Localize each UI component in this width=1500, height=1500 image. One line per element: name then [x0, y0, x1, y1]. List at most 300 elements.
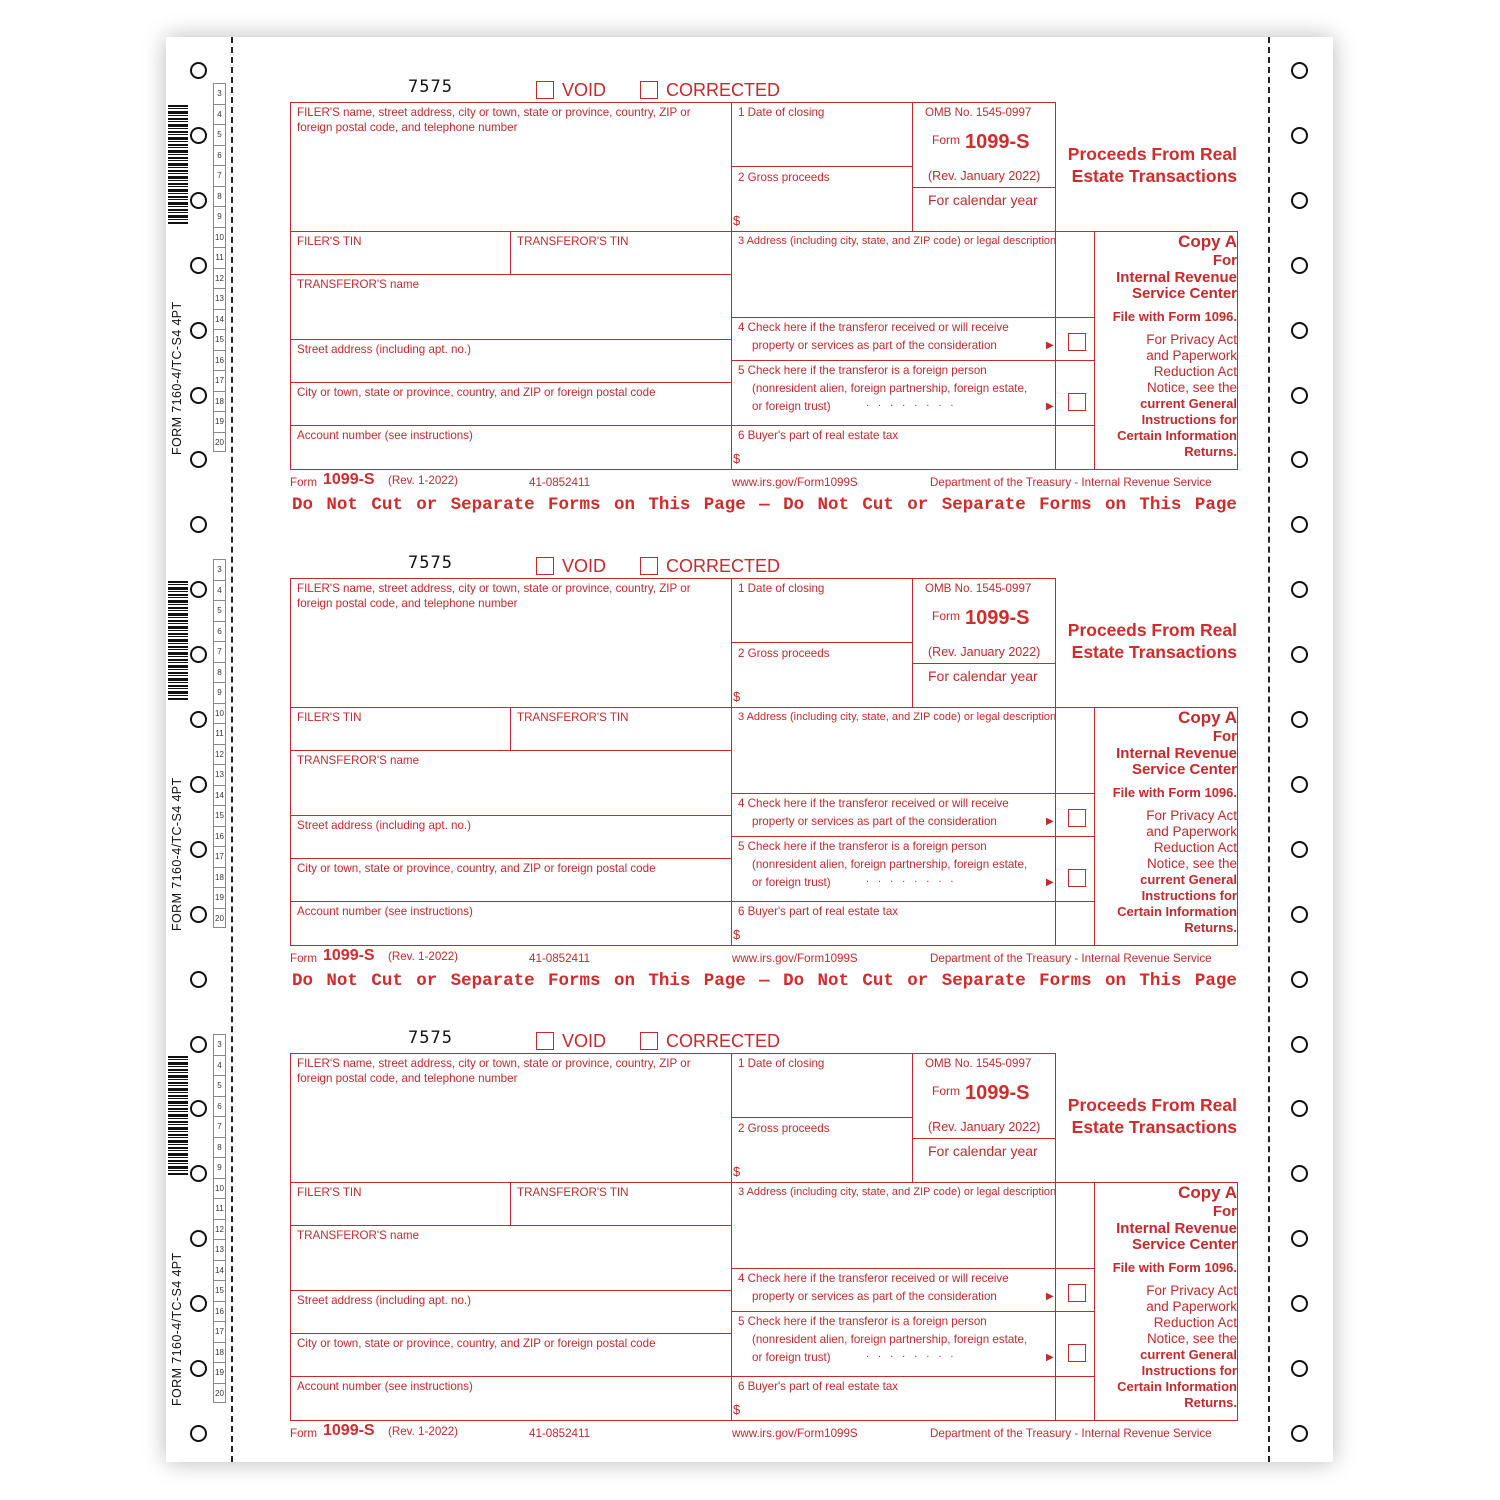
box1-divider: [731, 166, 912, 167]
leader-dots: ........: [866, 397, 963, 409]
box4-checkbox[interactable]: [1068, 1284, 1086, 1302]
do-not-cut-word: or: [907, 971, 929, 991]
do-not-cut-word: Page: [703, 971, 746, 991]
copy-irs1: Internal Revenue: [1116, 269, 1237, 286]
line-number: 20: [213, 908, 226, 929]
tin-divider: [510, 1182, 511, 1225]
tin-divider: [510, 707, 511, 750]
transferor-name-label: TRANSFEROR'S name: [297, 1229, 420, 1242]
filer-name-label: FILER'S name, street address, city or town, state or province, country, ZIP or foreign postal code, and telephone number: [297, 1057, 691, 1085]
footer-url: www.irs.gov/Form1099S: [732, 476, 858, 489]
line-number: 12: [213, 1219, 226, 1240]
box4-arrow-icon: ▶: [1046, 1291, 1054, 1302]
do-not-cut-word: Do: [292, 971, 314, 991]
file-with: File with Form 1096.: [1112, 309, 1237, 324]
do-not-cut-word: on: [1105, 971, 1127, 991]
line-number: 11: [213, 247, 226, 268]
line-number: 11: [213, 723, 226, 744]
box1-divider: [731, 642, 912, 643]
leader-dots: ........: [866, 873, 963, 885]
footer-cat-number: 41-0852411: [529, 952, 591, 965]
footer-form-number: 1099-S: [323, 1422, 375, 1439]
form-code: 7575: [408, 553, 453, 573]
center-divider: [731, 102, 732, 470]
line-number: 18: [213, 391, 226, 412]
do-not-cut-word: or: [416, 971, 438, 991]
box5-line2: (nonresident alien, foreign partnership, foreign estate,: [752, 1333, 1028, 1346]
privacy-1: For Privacy Act: [1146, 332, 1237, 347]
do-not-cut-word: —: [759, 971, 770, 991]
footer-form-number: 1099-S: [323, 471, 375, 488]
privacy-5: current General: [1140, 872, 1237, 887]
line-number: 9: [213, 1157, 226, 1178]
city-bottom: [290, 425, 1094, 426]
box4-line2: property or services as part of the consideration: [752, 815, 997, 828]
line-number: 15: [213, 805, 226, 826]
rev-divider: [912, 187, 1056, 188]
do-not-cut-word: Cut: [371, 495, 403, 515]
omb-divider: [912, 1053, 913, 1182]
box5-line3: or foreign trust): [752, 400, 831, 413]
transferor-tin-label: TRANSFEROR'S TIN: [517, 235, 629, 248]
do-not-cut-word: or: [907, 495, 929, 515]
box3-label: 3 Address (including city, state, and ZIP code) or legal description: [738, 711, 1057, 723]
account-label: Account number (see instructions): [297, 1380, 473, 1393]
box3-bottom: [731, 317, 1094, 318]
do-not-cut-word: Cut: [862, 971, 894, 991]
title-line1: Proceeds From Real: [1067, 1095, 1237, 1115]
privacy-2: and Paperwork: [1146, 824, 1237, 839]
corrected-label: CORRECTED: [666, 1031, 781, 1051]
box5-line2: (nonresident alien, foreign partnership, foreign estate,: [752, 858, 1028, 871]
name-bottom: [290, 1290, 731, 1291]
box5-line1: 5 Check here if the transferor is a foreign person: [738, 1315, 987, 1328]
line-number: 15: [213, 329, 226, 350]
omb-divider: [912, 578, 913, 707]
rev-divider: [912, 1138, 1056, 1139]
box4-arrow-icon: ▶: [1046, 340, 1054, 351]
do-not-cut-word: This: [1139, 971, 1182, 991]
privacy-3: Reduction Act: [1153, 840, 1237, 855]
footer-form-word: Form: [290, 952, 318, 965]
transferor-tin-label: TRANSFEROR'S TIN: [517, 711, 629, 724]
privacy-4: Notice, see the: [1146, 380, 1237, 395]
box1-label: 1 Date of closing: [738, 1057, 825, 1070]
calendar-year: For calendar year: [928, 668, 1038, 684]
city-label: City or town, state or province, country, and ZIP or foreign postal code: [297, 1337, 656, 1350]
privacy-7: Certain Information: [1117, 904, 1237, 919]
name-bottom: [290, 815, 731, 816]
void-checkbox[interactable]: [536, 81, 554, 99]
box3-label: 3 Address (including city, state, and ZIP code) or legal description: [738, 1186, 1057, 1198]
omb-divider: [912, 102, 913, 231]
box1-divider: [731, 1117, 912, 1118]
filer-name-label: FILER'S name, street address, city or town, state or province, country, ZIP or foreign postal code, and telephone number: [297, 582, 691, 610]
line-number: 5: [213, 600, 226, 621]
tin-bottom: [290, 1225, 731, 1226]
void-checkbox[interactable]: [536, 1032, 554, 1050]
line-number: 10: [213, 1178, 226, 1199]
do-not-cut-word: or: [416, 495, 438, 515]
box2-dollar: $: [733, 689, 741, 704]
street-label: Street address (including apt. no.): [297, 343, 472, 356]
line-number: 9: [213, 206, 226, 227]
line-number: 7: [213, 1116, 226, 1137]
do-not-cut-word: Forms: [548, 971, 601, 991]
box4-line1: 4 Check here if the transferor received or will receive: [738, 321, 1009, 334]
form-1099s: [166, 988, 1333, 1462]
omb-number: OMB No. 1545-0997: [925, 106, 1032, 119]
line-number: 12: [213, 268, 226, 289]
box5-checkbox[interactable]: [1068, 1344, 1086, 1362]
copy-irs1: Internal Revenue: [1116, 745, 1237, 762]
line-number-column: [213, 1034, 226, 1403]
street-bottom: [290, 858, 731, 859]
box4-line2: property or services as part of the consideration: [752, 339, 997, 352]
line-number: 6: [213, 145, 226, 166]
do-not-cut-word: on: [1105, 495, 1127, 515]
line-number: 8: [213, 662, 226, 683]
side-form-label: FORM 7160-4/TC-S4 4PT: [170, 777, 184, 931]
line-number: 10: [213, 227, 226, 248]
filer-tin-label: FILER'S TIN: [297, 235, 362, 248]
revision: (Rev. January 2022): [928, 645, 1041, 659]
line-number: 8: [213, 186, 226, 207]
privacy-7: Certain Information: [1117, 428, 1237, 443]
box4-checkbox[interactable]: [1068, 333, 1086, 351]
copy-irs2: Service Center: [1131, 1236, 1237, 1253]
do-not-cut-word: Separate: [941, 971, 1026, 991]
form-1099s: [166, 37, 1333, 513]
do-not-cut-word: Separate: [941, 495, 1026, 515]
line-number: 15: [213, 1280, 226, 1301]
line-number: 19: [213, 411, 226, 432]
form-word: Form: [932, 609, 960, 623]
box5-checkbox[interactable]: [1068, 393, 1086, 411]
privacy-8: Returns.: [1184, 920, 1237, 935]
line-number: 17: [213, 1321, 226, 1342]
form-1099s: [166, 513, 1333, 989]
calendar-year: For calendar year: [928, 1143, 1038, 1159]
center-divider: [731, 578, 732, 946]
privacy-1: For Privacy Act: [1146, 808, 1237, 823]
title-line1: Proceeds From Real: [1067, 620, 1237, 640]
box2-label: 2 Gross proceeds: [738, 647, 830, 660]
privacy-8: Returns.: [1184, 1395, 1237, 1410]
line-number: 17: [213, 370, 226, 391]
leader-dots: ........: [866, 1348, 963, 1360]
line-number: 20: [213, 432, 226, 453]
side-form-label: FORM 7160-4/TC-S4 4PT: [170, 1252, 184, 1406]
rev-divider: [912, 663, 1056, 664]
line-number: 14: [213, 309, 226, 330]
side-form-label: FORM 7160-4/TC-S4 4PT: [170, 301, 184, 455]
privacy-3: Reduction Act: [1153, 1315, 1237, 1330]
barcode: [168, 105, 188, 225]
line-number: 12: [213, 744, 226, 765]
footer-cat-number: 41-0852411: [529, 476, 591, 489]
do-not-cut-word: Not: [817, 495, 849, 515]
barcode: [168, 1056, 188, 1176]
footer-revision: (Rev. 1-2022): [388, 950, 459, 963]
line-number: 3: [213, 559, 226, 580]
box5-arrow-icon: ▶: [1046, 877, 1054, 888]
line-number: 13: [213, 1239, 226, 1260]
name-bottom: [290, 339, 731, 340]
line-number: 18: [213, 1342, 226, 1363]
do-not-cut-word: on: [613, 495, 635, 515]
line-number: 16: [213, 826, 226, 847]
line-number: 3: [213, 83, 226, 104]
box6-dollar: $: [733, 927, 741, 942]
line-number: 7: [213, 165, 226, 186]
line-number: 19: [213, 1362, 226, 1383]
box5-line2: (nonresident alien, foreign partnership, foreign estate,: [752, 382, 1028, 395]
line-number-column: [213, 559, 226, 928]
footer-department: Department of the Treasury - Internal Revenue Service: [930, 476, 1212, 489]
revision: (Rev. January 2022): [928, 169, 1041, 183]
do-not-cut-word: Page: [703, 495, 746, 515]
line-number: 14: [213, 1260, 226, 1281]
copy-a-label: Copy A: [1178, 1183, 1237, 1202]
copy-for: For: [1212, 1203, 1237, 1220]
title-line2: Estate Transactions: [1071, 1117, 1237, 1137]
box4-bottom: [731, 1311, 1094, 1312]
box4-bottom: [731, 836, 1094, 837]
form-number: 1099-S: [965, 131, 1030, 153]
line-number: 19: [213, 887, 226, 908]
void-label: VOID: [562, 556, 607, 576]
footer-revision: (Rev. 1-2022): [388, 1425, 459, 1438]
tin-divider: [510, 231, 511, 274]
city-bottom: [290, 1376, 1094, 1377]
box2-label: 2 Gross proceeds: [738, 1122, 830, 1135]
do-not-cut-word: Forms: [548, 495, 601, 515]
box6-label: 6 Buyer's part of real estate tax: [738, 429, 899, 442]
filer-tin-label: FILER'S TIN: [297, 1186, 362, 1199]
city-label: City or town, state or province, country, and ZIP or foreign postal code: [297, 862, 656, 875]
copy-a-label: Copy A: [1178, 232, 1237, 251]
line-number: 4: [213, 580, 226, 601]
transferor-name-label: TRANSFEROR'S name: [297, 278, 420, 291]
omb-number: OMB No. 1545-0997: [925, 582, 1032, 595]
form-number: 1099-S: [965, 1082, 1030, 1104]
box4-arrow-icon: ▶: [1046, 816, 1054, 827]
privacy-8: Returns.: [1184, 444, 1237, 459]
box4-checkbox[interactable]: [1068, 809, 1086, 827]
box5-arrow-icon: ▶: [1046, 1352, 1054, 1363]
do-not-cut-word: Do: [292, 495, 314, 515]
filer-tin-label: FILER'S TIN: [297, 711, 362, 724]
box5-line1: 5 Check here if the transferor is a foreign person: [738, 840, 987, 853]
do-not-cut-word: —: [759, 495, 770, 515]
file-with: File with Form 1096.: [1112, 1260, 1237, 1275]
do-not-cut-word: Cut: [862, 495, 894, 515]
line-number: 3: [213, 1034, 226, 1055]
box3-bottom: [731, 1268, 1094, 1269]
do-not-cut-word: Page: [1194, 495, 1237, 515]
center-divider: [731, 1053, 732, 1421]
box1-label: 1 Date of closing: [738, 582, 825, 595]
do-not-cut-word: on: [613, 971, 635, 991]
line-number: 13: [213, 288, 226, 309]
void-label: VOID: [562, 80, 607, 100]
footer-department: Department of the Treasury - Internal Revenue Service: [930, 952, 1212, 965]
form-word: Form: [932, 1084, 960, 1098]
box6-label: 6 Buyer's part of real estate tax: [738, 905, 899, 918]
city-label: City or town, state or province, country, and ZIP or foreign postal code: [297, 386, 656, 399]
transferor-name-label: TRANSFEROR'S name: [297, 754, 420, 767]
box2-dollar: $: [733, 1164, 741, 1179]
form-number: 1099-S: [965, 607, 1030, 629]
box2-label: 2 Gross proceeds: [738, 171, 830, 184]
footer-url: www.irs.gov/Form1099S: [732, 1427, 858, 1440]
line-number: 18: [213, 867, 226, 888]
box5-checkbox[interactable]: [1068, 869, 1086, 887]
privacy-7: Certain Information: [1117, 1379, 1237, 1394]
corrected-label: CORRECTED: [666, 80, 781, 100]
copy-irs2: Service Center: [1131, 761, 1237, 778]
box6-dollar: $: [733, 1402, 741, 1417]
do-not-cut-word: Do: [783, 495, 805, 515]
footer-cat-number: 41-0852411: [529, 1427, 591, 1440]
line-number: 6: [213, 1096, 226, 1117]
tin-bottom: [290, 750, 731, 751]
do-not-cut-word: This: [648, 495, 691, 515]
box4-bottom: [731, 360, 1094, 361]
form-sheet: [166, 37, 1333, 1462]
footer-form-word: Form: [290, 1427, 318, 1440]
copy-for: For: [1212, 252, 1237, 269]
privacy-5: current General: [1140, 396, 1237, 411]
privacy-2: and Paperwork: [1146, 348, 1237, 363]
line-number: 16: [213, 1301, 226, 1322]
barcode: [168, 581, 188, 701]
do-not-cut-word: Separate: [450, 971, 535, 991]
line-number: 16: [213, 350, 226, 371]
copy-irs1: Internal Revenue: [1116, 1220, 1237, 1237]
title-line2: Estate Transactions: [1071, 166, 1237, 186]
footer-form-number: 1099-S: [323, 947, 375, 964]
line-number: 8: [213, 1137, 226, 1158]
line-number-column: [213, 83, 226, 452]
privacy-6: Instructions for: [1141, 1363, 1237, 1378]
box3-label: 3 Address (including city, state, and ZIP code) or legal description: [738, 235, 1057, 247]
line-number: 9: [213, 682, 226, 703]
revision: (Rev. January 2022): [928, 1120, 1041, 1134]
street-label: Street address (including apt. no.): [297, 1294, 472, 1307]
do-not-cut-word: Cut: [371, 971, 403, 991]
filer-name-label: FILER'S name, street address, city or town, state or province, country, ZIP or foreign postal code, and telephone number: [297, 106, 691, 134]
omb-number: OMB No. 1545-0997: [925, 1057, 1032, 1070]
street-bottom: [290, 1333, 731, 1334]
line-number: 6: [213, 621, 226, 642]
privacy-4: Notice, see the: [1146, 856, 1237, 871]
box4-line2: property or services as part of the consideration: [752, 1290, 997, 1303]
account-label: Account number (see instructions): [297, 429, 473, 442]
box6-dollar: $: [733, 451, 741, 466]
box5-line3: or foreign trust): [752, 876, 831, 889]
form-code: 7575: [408, 77, 453, 97]
title-line1: Proceeds From Real: [1067, 144, 1237, 164]
privacy-2: and Paperwork: [1146, 1299, 1237, 1314]
do-not-cut-word: Separate: [450, 495, 535, 515]
do-not-cut-notice: [292, 495, 1237, 515]
line-number: 5: [213, 124, 226, 145]
line-number: 4: [213, 104, 226, 125]
void-label: VOID: [562, 1031, 607, 1051]
do-not-cut-word: Not: [817, 971, 849, 991]
privacy-4: Notice, see the: [1146, 1331, 1237, 1346]
box6-label: 6 Buyer's part of real estate tax: [738, 1380, 899, 1393]
copy-a-label: Copy A: [1178, 708, 1237, 727]
box4-line1: 4 Check here if the transferor received or will receive: [738, 1272, 1009, 1285]
corrected-checkbox[interactable]: [640, 1032, 658, 1050]
calendar-year: For calendar year: [928, 192, 1038, 208]
corrected-checkbox[interactable]: [640, 557, 658, 575]
street-label: Street address (including apt. no.): [297, 819, 472, 832]
line-number: 13: [213, 764, 226, 785]
line-number: 4: [213, 1055, 226, 1076]
file-with: File with Form 1096.: [1112, 785, 1237, 800]
line-number: 10: [213, 703, 226, 724]
corrected-checkbox[interactable]: [640, 81, 658, 99]
void-checkbox[interactable]: [536, 557, 554, 575]
line-number: 20: [213, 1383, 226, 1404]
copy-for: For: [1212, 728, 1237, 745]
footer-form-word: Form: [290, 476, 318, 489]
street-bottom: [290, 382, 731, 383]
do-not-cut-word: This: [648, 971, 691, 991]
box5-line1: 5 Check here if the transferor is a foreign person: [738, 364, 987, 377]
transferor-tin-label: TRANSFEROR'S TIN: [517, 1186, 629, 1199]
do-not-cut-word: Page: [1194, 971, 1237, 991]
line-number: 5: [213, 1075, 226, 1096]
form-code: 7575: [408, 1028, 453, 1048]
corrected-label: CORRECTED: [666, 556, 781, 576]
do-not-cut-word: This: [1139, 495, 1182, 515]
do-not-cut-word: Not: [326, 495, 358, 515]
city-bottom: [290, 901, 1094, 902]
box2-dollar: $: [733, 213, 741, 228]
footer-department: Department of the Treasury - Internal Revenue Service: [930, 1427, 1212, 1440]
line-number: 7: [213, 641, 226, 662]
privacy-5: current General: [1140, 1347, 1237, 1362]
box5-line3: or foreign trust): [752, 1351, 831, 1364]
account-label: Account number (see instructions): [297, 905, 473, 918]
privacy-3: Reduction Act: [1153, 364, 1237, 379]
tin-bottom: [290, 274, 731, 275]
copy-irs2: Service Center: [1131, 285, 1237, 302]
footer-url: www.irs.gov/Form1099S: [732, 952, 858, 965]
box3-bottom: [731, 793, 1094, 794]
privacy-6: Instructions for: [1141, 412, 1237, 427]
do-not-cut-word: Forms: [1039, 971, 1092, 991]
box1-label: 1 Date of closing: [738, 106, 825, 119]
do-not-cut-word: Do: [783, 971, 805, 991]
form-word: Form: [932, 133, 960, 147]
privacy-6: Instructions for: [1141, 888, 1237, 903]
footer-revision: (Rev. 1-2022): [388, 474, 459, 487]
do-not-cut-word: Not: [326, 971, 358, 991]
privacy-1: For Privacy Act: [1146, 1283, 1237, 1298]
box5-arrow-icon: ▶: [1046, 401, 1054, 412]
line-number: 17: [213, 846, 226, 867]
title-line2: Estate Transactions: [1071, 642, 1237, 662]
line-number: 11: [213, 1198, 226, 1219]
line-number: 14: [213, 785, 226, 806]
do-not-cut-word: Forms: [1039, 495, 1092, 515]
